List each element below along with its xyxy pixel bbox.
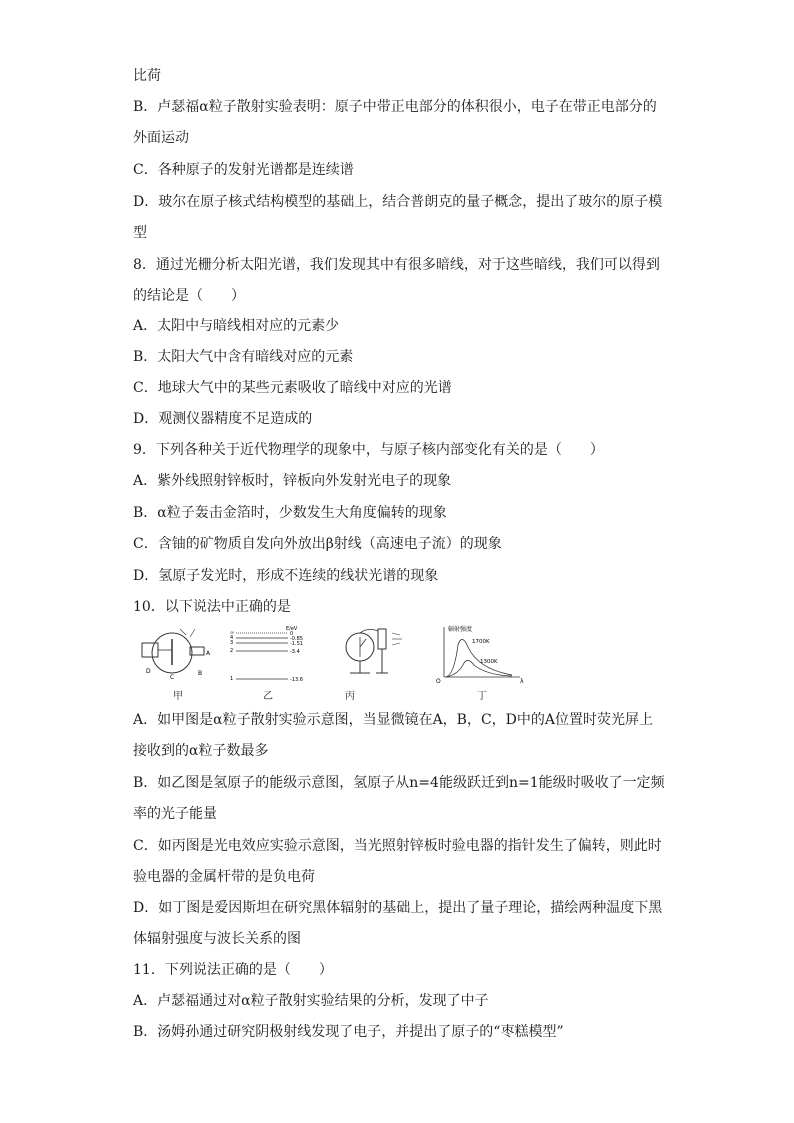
question-9-stem: 9．下列各种关于近代物理学的现象中，与原子核内部变化有关的是（ ） bbox=[133, 442, 604, 458]
energy-inf: 0 bbox=[290, 631, 294, 637]
level-inf: ∞ bbox=[230, 630, 235, 636]
label-d: D bbox=[146, 668, 151, 675]
text-line: 的结论是（ ） bbox=[133, 288, 245, 304]
energy-unit: E/eV bbox=[286, 626, 298, 632]
text-line: B．卢瑟福α粒子散射实验表明：原子中带正电部分的体积很小，电子在带正电部分的 bbox=[133, 99, 657, 115]
option-c: C．如丙图是光电效应实验示意图，当光照射锌板时验电器的指针发生了偏转，则此时 bbox=[133, 838, 662, 854]
option-a: A．紫外线照射锌板时，锌板向外发射光电子的现象 bbox=[133, 473, 452, 489]
text-line: 体辐射强度与波长关系的图 bbox=[133, 931, 301, 947]
option-b: B．太阳大气中含有暗线对应的元素 bbox=[133, 349, 354, 365]
caption-bing: 丙 bbox=[345, 691, 355, 702]
energy-3: -1.51 bbox=[290, 641, 303, 647]
question-10-stem: 10．以下说法中正确的是 bbox=[133, 599, 291, 615]
text-line: 接收到的α粒子数最多 bbox=[133, 743, 269, 759]
figure-row bbox=[140, 625, 540, 705]
caption-yi: 乙 bbox=[263, 691, 273, 702]
energy-4: -0.85 bbox=[290, 636, 303, 642]
text-line: 型 bbox=[133, 225, 147, 241]
text-line: D．玻尔在原子核式结构模型的基础上，结合普朗克的量子概念，提出了玻尔的原子模 bbox=[133, 194, 663, 210]
text-line: 外面运动 bbox=[133, 130, 189, 146]
option-a: A．太阳中与暗线相对应的元素少 bbox=[133, 318, 340, 334]
figure-ding bbox=[432, 625, 528, 685]
question-8-stem: 8．通过光栅分析太阳光谱，我们发现其中有很多暗线，对于这些暗线，我们可以得到 bbox=[133, 257, 660, 273]
level-4: 4 bbox=[230, 635, 234, 641]
option-d: D．观测仪器精度不足造成的 bbox=[133, 411, 313, 427]
option-c: C．含铀的矿物质自发向外放出β射线（高速电子流）的现象 bbox=[133, 536, 502, 552]
figure-bing bbox=[338, 625, 418, 685]
energy-1: -13.6 bbox=[290, 677, 303, 683]
option-c: C．地球大气中的某些元素吸收了暗线中对应的光谱 bbox=[133, 380, 452, 396]
label-a: A bbox=[206, 650, 211, 657]
label-c: C bbox=[170, 674, 175, 681]
caption-ding: 丁 bbox=[477, 691, 487, 702]
question-11-stem: 11．下列说法正确的是（ ） bbox=[133, 962, 333, 978]
figure-jia bbox=[140, 625, 220, 685]
caption-jia: 甲 bbox=[173, 691, 183, 702]
text-line: C．各种原子的发射光谱都是连续谱 bbox=[133, 162, 354, 178]
text-line: 比荷 bbox=[133, 68, 161, 84]
option-b: B．如乙图是氢原子的能级示意图，氢原子从n=4能级跃迁到n=1能级时吸收了一定频 bbox=[133, 775, 665, 791]
option-a: A．如甲图是α粒子散射实验示意图，当显微镜在A，B，C，D中的A位置时荧光屏上 bbox=[133, 712, 654, 728]
ylabel: 辐射强度 bbox=[448, 626, 473, 633]
text-line: 验电器的金属杆带的是负电荷 bbox=[133, 869, 315, 885]
origin: O bbox=[436, 678, 441, 685]
option-d: D．如丁图是爱因斯坦在研究黑体辐射的基础上，提出了量子理论，描绘两种温度下黑 bbox=[133, 900, 663, 916]
energy-2: -3.4 bbox=[290, 649, 300, 655]
label-b: B bbox=[198, 670, 203, 677]
option-a: A．卢瑟福通过对α粒子散射实验结果的分析，发现了中子 bbox=[133, 993, 489, 1009]
figure-yi bbox=[228, 625, 308, 685]
text-line: 率的光子能量 bbox=[133, 806, 217, 822]
level-3: 3 bbox=[230, 640, 234, 646]
level-1: 1 bbox=[230, 676, 234, 682]
option-b: B．α粒子轰击金箔时，少数发生大角度偏转的现象 bbox=[133, 505, 447, 521]
level-2: 2 bbox=[230, 648, 234, 654]
xlabel: λ bbox=[520, 678, 524, 685]
curve-1700k: 1700K bbox=[472, 639, 490, 645]
option-d: D．氢原子发光时，形成不连续的线状光谱的现象 bbox=[133, 568, 439, 584]
option-b: B．汤姆孙通过研究阴极射线发现了电子，并提出了原子的“枣糕模型” bbox=[133, 1024, 564, 1040]
curve-1300k: 1300K bbox=[480, 659, 498, 665]
